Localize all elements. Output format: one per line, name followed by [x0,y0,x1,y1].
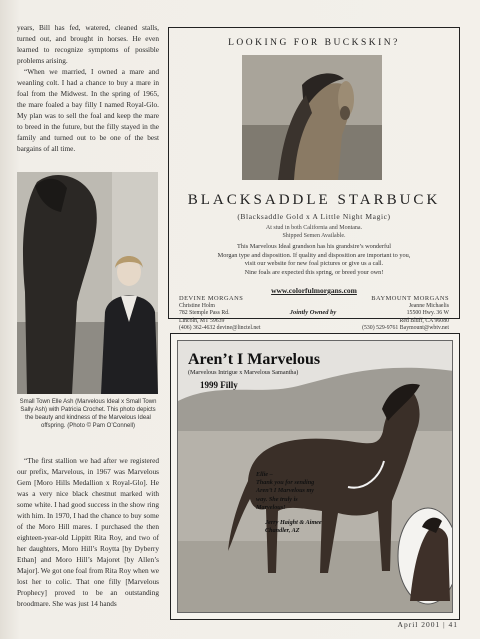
buckskin-horse-image [242,55,382,180]
article-text-bottom [17,455,159,609]
filly-pedigree: (Marvelous Intrigue x Marvelous Samantha) [188,369,299,376]
ad-headline: LOOKING FOR BUCKSKIN? [228,38,400,48]
farm-name: BAYMOUNT MORGANS [371,295,449,302]
jointly-owned-label: Jointly Owned by [289,309,337,316]
photo-caption: Small Town Elle Ash (Marvelous Ideal x Small Town Sally Ash) with Patricia Crochet. This photo depicts the beauty and kindness of the Marvelous Ideal offspring. (Photo © Pam O’Connell) [19,399,157,429]
description-line: Morgan type and disposition. If quality and disposition are important to you, [217,251,411,259]
description-line: This Marvelous Ideal grandson has his grandsire’s wonderful [236,243,392,250]
owner-name: Jeanne Michaelis [408,302,449,309]
stallion-pedigree: (Blacksaddle Gold x A Little Night Magic) [237,212,391,221]
buckskin-advertisement [168,27,460,332]
horse-and-girl-photo [17,172,158,394]
description-line: visit our website for new foal pictures or give us a call. [244,260,384,267]
owner-city: Lincoln, MT 59639 [179,317,225,324]
stud-line: At stud in both California and Montana. [265,225,363,231]
owner-street: 782 Stemple Pass Rd. [179,310,230,317]
description-line: Nine foals are expected this spring, or breed your own! [244,268,384,276]
note-line: way. She truly is [256,495,298,503]
article-text-top [17,22,159,154]
article-paragraph: “The first stallion we had after we registered our prefix, Marvelous, in 1967 was Marvelous Gem [Moro Hills Medallion x Royal-Glo]. He was a very nice black chestnut marked with some white. I had good success in the show ring with him. In 1970, I had the chance to buy some of the Moro Hill mares. I purchased the then eighteen-year-old Lippitt Rita Roy, and two of her daughters, Moro Hill’s Roytta [by Dyberry Ethan] and Moro Hill’s Majoret [by Allen’s Major]. We got one foal from Rita Roy when we lost her to colic. That one filly [Marvelous Prophecy] proved to be an outstanding broodmare. She was just 14 hands [17,456,159,608]
filly-year: 1999 Filly [200,380,238,390]
owner-contact: (406) 362-4632 devine@linctel.net [179,325,261,332]
filly-advertisement [170,333,460,620]
article-photo [17,172,158,394]
thank-you-note [256,471,366,512]
note-line: Thank you for sending [256,479,315,487]
article-paragraph: “When we married, I owned a mare and weanling colt. I had a chance to buy a mare in foal from the Midwest. In the spring of 1965, the mare foaled a bay filly I named Royal-Glo. My plan was to sell the foal and keep the mare to breed in the future, but the filly stayed in the family and turned out to be one of the best bargains of all time. [17,67,159,153]
page-footer: April 2001 | 41 [397,620,458,629]
stud-info [169,224,459,240]
signature-line: Chandler, AZ [265,527,300,535]
farm-name: DEVINE MORGANS [179,295,244,302]
ad-description [194,243,434,277]
website-link[interactable]: www.colorfulmorgans.com [271,286,357,295]
article-paragraph: years, Bill has fed, watered, cleaned stalls, turned out, and brought in horses. He even learned to recognize symptoms of possible problems arising. [17,23,159,65]
owner-baymount [362,295,449,333]
owner-contact: (530) 529-9761 Baymount@wbtv.net [362,325,449,332]
stallion-name: BLACKSADDLE STARBUCK [187,192,441,208]
note-signature [265,519,322,535]
note-line: Marvelous! [256,503,286,511]
owner-name: Christine Holm [179,302,215,309]
stallion-photo [242,55,382,180]
owner-city: Red Bluff, CA 96080 [399,317,449,324]
stud-line: Shipped Semen Available. [282,233,346,239]
note-line: Aren’t I Marvelous my [256,487,315,495]
filly-photo [177,340,453,613]
owner-street: 15500 Hwy. 36 W [406,310,449,317]
note-line: Ellie – [256,471,273,478]
filly-name: Aren’t I Marvelous [188,351,321,368]
owner-devine [179,295,260,333]
signature-line: Jerry Haight & Aimee [265,519,322,526]
